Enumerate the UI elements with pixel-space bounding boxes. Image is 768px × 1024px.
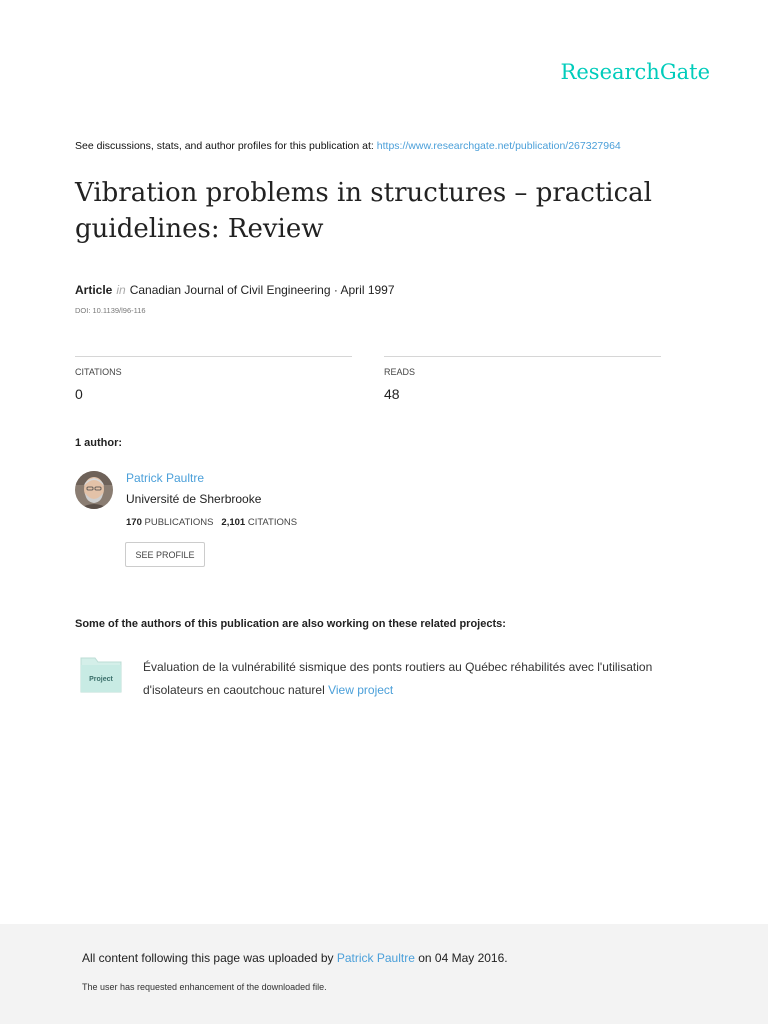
reads-stat (384, 356, 661, 402)
see-discussions-text: See discussions, stats, and author profiles for this publication at: (75, 140, 374, 152)
doi: DOI: 10.1139/l96-116 (75, 306, 146, 315)
author-name-link[interactable]: Patrick Paultre (126, 471, 205, 485)
publications-count: 170 (126, 517, 142, 528)
journal-name[interactable]: Canadian Journal of Civil Engineering · April 1997 (129, 283, 395, 297)
project-description (143, 656, 703, 702)
upload-note (82, 951, 508, 965)
uploader-link[interactable]: Patrick Paultre (336, 951, 415, 965)
author-stats (126, 517, 297, 528)
citations-label: CITATIONS (75, 367, 122, 377)
view-project-link[interactable]: View project (328, 683, 394, 697)
upload-suffix: on 04 May 2016. (418, 951, 508, 965)
citations-value: 0 (75, 386, 83, 402)
project-icon-label: Project (89, 676, 113, 683)
author-avatar[interactable] (75, 471, 113, 509)
in-word: in (116, 283, 126, 297)
related-projects-heading: Some of the authors of this publication are also working on these related projects: (75, 618, 506, 630)
footer (0, 924, 768, 1024)
reads-value: 48 (384, 386, 400, 402)
author-citations-label: CITATIONS (247, 517, 298, 528)
article-title: Vibration problems in structures – practical guidelines: Review (75, 178, 652, 244)
citations-stat (75, 356, 352, 402)
enhancement-note: The user has requested enhancement of the downloaded file. (82, 982, 327, 992)
researchgate-logo[interactable]: ResearchGate (560, 60, 710, 84)
article-meta (75, 283, 395, 297)
see-discussions-line (75, 140, 621, 152)
author-institution: Université de Sherbrooke (126, 492, 262, 506)
upload-prefix: All content following this page was uploaded by (82, 951, 334, 965)
reads-label: READS (384, 367, 416, 377)
publication-url-link[interactable]: https://www.researchgate.net/publication/267327964 (376, 140, 621, 152)
project-folder-icon[interactable] (80, 657, 122, 698)
article-type: Article (75, 283, 113, 297)
publications-label: PUBLICATIONS (144, 517, 214, 528)
authors-heading: 1 author: (75, 437, 123, 449)
see-profile-button[interactable]: SEE PROFILE (125, 542, 205, 567)
author-citations-count: 2,101 (221, 517, 246, 528)
project-title: Évaluation de la vulnérabilité sismique des ponts routiers au Québec réhabilités avec l'utilisation d'isolateurs en caoutchouc naturel (143, 660, 653, 697)
avatar-photo-icon (75, 471, 113, 509)
